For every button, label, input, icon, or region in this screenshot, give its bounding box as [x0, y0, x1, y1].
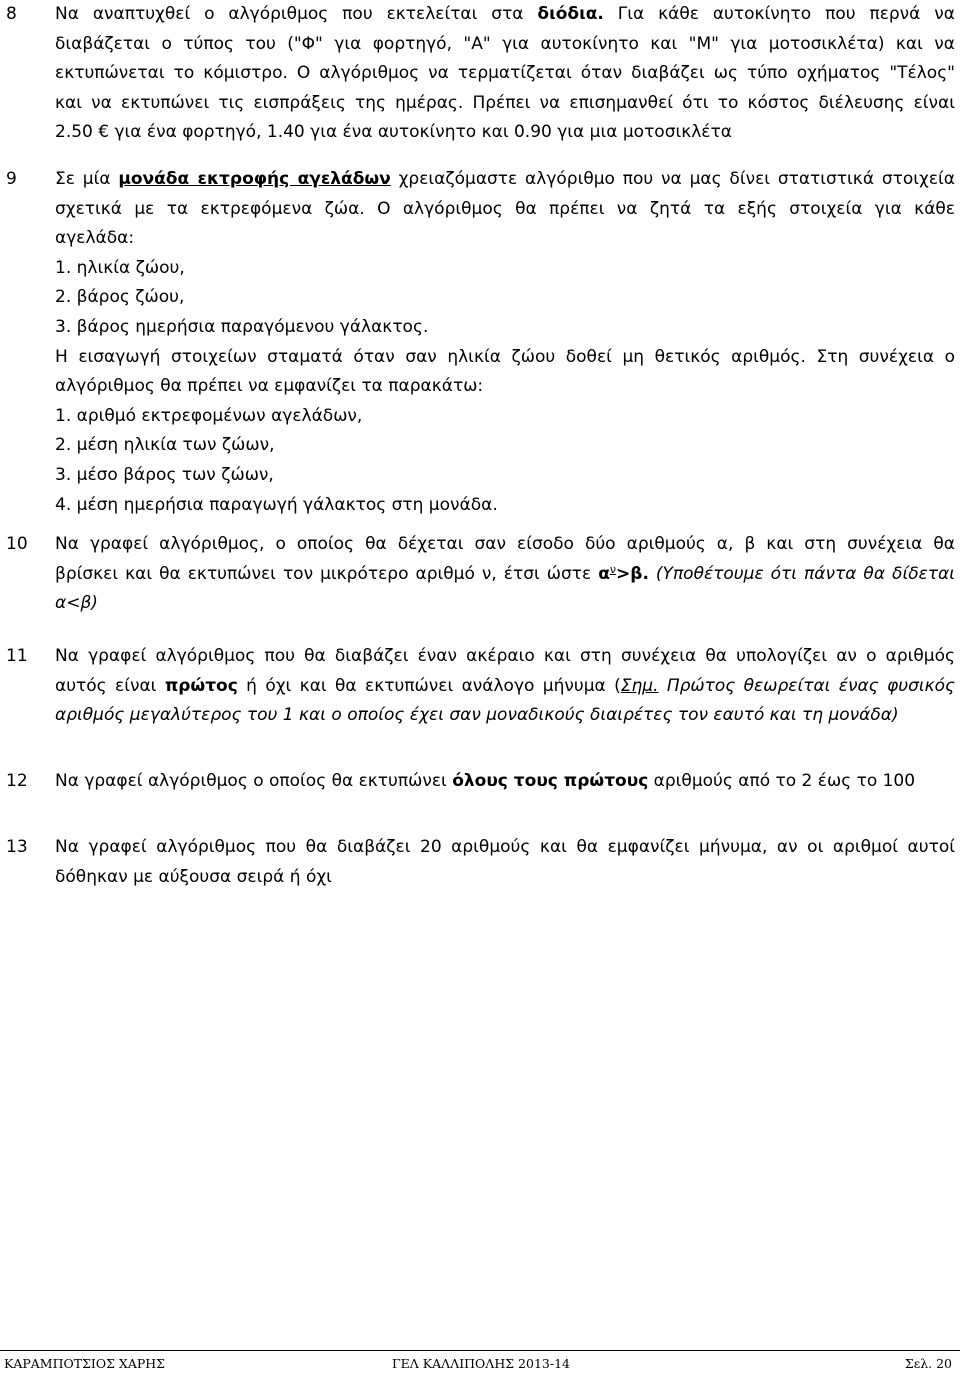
text-line: Σε μία μονάδα εκτροφής αγελάδων χρειαζόμαστε αλγόριθμο που να μας δίνει στατιστικά στοιχεία — [55, 169, 955, 189]
text-line: Να γραφεί αλγόριθμος, ο οποίος θα δέχεται σαν είσοδο δύο αριθμούς α, β και στη συνέχεια θα — [55, 534, 955, 554]
text-line: δόθηκαν με αύξουσα σειρά ή όχι — [55, 866, 332, 887]
text-line: αγελάδα: — [55, 228, 135, 249]
text-line: και να εκτυπώνει τις εισπράξεις της ημέρας. Πρέπει να επισημανθεί ότι το κόστος διέλευσης είναι — [55, 92, 955, 113]
emphasis-text: πρώτος — [164, 675, 238, 696]
exercise-number: 8 — [6, 4, 17, 24]
text-line: Η εισαγωγή στοιχείων σταματά όταν σαν ηλικία ζώου δοθεί μη θετικός αριθμός. Στη συνέχεια ο — [55, 346, 955, 367]
text-line: διαβάζεται ο τύπος του ("Φ" για φορτηγό, "Α" για αυτοκίνητο και "Μ" για μοτοσικλέτα) και να — [55, 33, 955, 54]
exercise-number: 12 — [6, 771, 28, 791]
text-line: Να αναπτυχθεί ο αλγόριθμος που εκτελείται στα διόδια. Για κάθε αυτοκίνητο που περνά να — [55, 4, 955, 24]
emphasis-text: Σημ. — [620, 675, 659, 696]
text-line: αλγόριθμος θα πρέπει να εμφανίζει τα παρακάτω: — [55, 376, 484, 397]
list-item: 2. βάρος ζώου, — [55, 287, 185, 308]
text-line — [55, 589, 955, 619]
superscript-text: ν — [609, 562, 617, 576]
text-line: σχετικά με τα εκτρεφόμενα ζώα. Ο αλγόριθμος θα πρέπει να ζητά τα εξής στοιχεία για κάθε — [55, 198, 955, 219]
emphasis-text: >β. — [616, 563, 649, 584]
emphasis-text: όλους τους πρώτους — [452, 771, 649, 791]
text-line: Να γραφεί αλγόριθμος ο οποίος θα εκτυπώνει όλους τους πρώτους αριθμούς από το 2 έως το 100 — [55, 771, 916, 791]
emphasis-text: διόδια. — [537, 4, 604, 24]
emphasis-text: Πρώτος θεωρείται ένας φυσικός — [658, 675, 955, 696]
exercise-text — [55, 767, 955, 797]
text-line: 2.50 € για ένα φορτηγό, 1.40 για ένα αυτοκίνητο και 0.90 για μια μοτοσικλέτα — [55, 122, 732, 143]
list-item: 3. βάρος ημερήσια παραγόμενου γάλακτος. — [55, 316, 429, 337]
exercise-text — [55, 0, 955, 148]
list-item: 2. μέση ηλικία των ζώων, — [55, 435, 275, 456]
footer-school: ΓΕΛ ΚΑΛΛΙΠΟΛΗΣ 2013-14 — [392, 1356, 570, 1371]
list-item: 1. αριθμό εκτρεφομένων αγελάδων, — [55, 405, 363, 426]
text-line: Να γραφεί αλγόριθμος που θα διαβάζει έναν ακέραιο και στη συνέχεια θα υπολογίζει αν ο αριθμός — [55, 646, 955, 666]
exercise-number: 13 — [6, 837, 28, 857]
text-line: Να γραφεί αλγόριθμος που θα διαβάζει 20 αριθμούς και θα εμφανίζει μήνυμα, αν οι αριθμοί αυτοί — [55, 837, 955, 857]
footer-author: ΚΑΡΑΜΠΟΤΣΙΟΣ ΧΑΡΗΣ — [4, 1356, 165, 1371]
exercise-text — [55, 165, 955, 520]
list-item: 3. μέσο βάρος των ζώων, — [55, 464, 274, 485]
exercise-number: 11 — [6, 646, 28, 666]
exercise-number: 10 — [6, 534, 28, 554]
text-line: αυτός είναι πρώτος ή όχι και θα εκτυπώνει ανάλογο μήνυμα (Σημ. Πρώτος θεωρείται ένας φυσικός — [55, 675, 955, 696]
emphasis-text: αριθμός μεγαλύτερος του 1 και ο οποίος έχει σαν μοναδικούς διαιρέτες τον εαυτό και τη μονάδα) — [55, 705, 899, 726]
page-footer — [0, 1350, 960, 1374]
text-line — [55, 701, 955, 731]
exercise-text — [55, 530, 955, 619]
list-item: 4. μέση ημερήσια παραγωγή γάλακτος στη μονάδα. — [55, 494, 498, 515]
exercise-text — [55, 833, 955, 892]
text-line: εκτυπώνεται το κόμιστρο. Ο αλγόριθμος να τερματίζεται όταν διαβάζει ως τύπο οχήματος "Τέλος" — [55, 63, 955, 84]
emphasis-text: α — [598, 563, 610, 584]
emphasis-text: μονάδα εκτροφής αγελάδων — [118, 169, 391, 189]
text-line: βρίσκει και θα εκτυπώνει τον μικρότερο αριθμό ν, έτσι ώστε $\alpha^\nu>\beta$. (Υποθέτουμε ότι πάντα θα δίδεται — [55, 562, 955, 584]
list-item: 1. ηλικία ζώου, — [55, 257, 185, 278]
exercise-number: 9 — [6, 169, 17, 189]
footer-page-number: Σελ. 20 — [904, 1356, 952, 1371]
exercise-text — [55, 642, 955, 731]
emphasis-text: (Υποθέτουμε ότι πάντα θα δίδεται — [655, 563, 955, 584]
emphasis-text: α<β) — [55, 593, 98, 614]
